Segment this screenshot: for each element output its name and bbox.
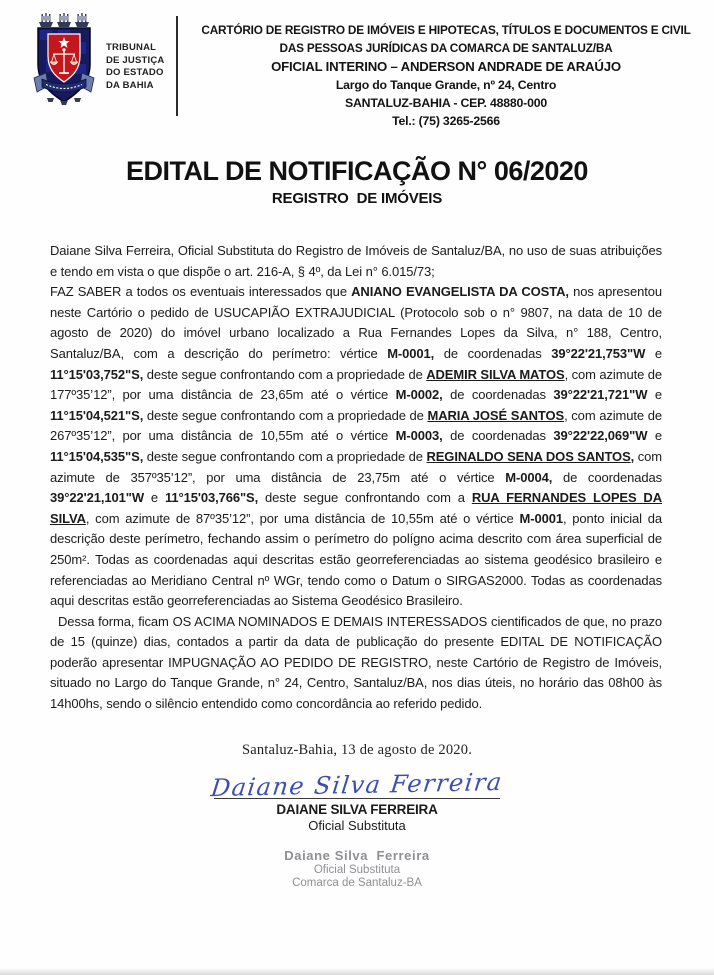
text-segment: de coordenadas <box>434 345 552 361</box>
text-segment: FAZ SABER a todos os eventuais interessados que <box>50 284 352 300</box>
stamp-comarca: Comarca de Santaluz-BA <box>292 876 422 889</box>
cartorio-city-cep: SANTALUZ-BAHIA - CEP. 48880-000 <box>345 96 547 110</box>
document-body <box>50 241 662 715</box>
text-segment: 39°22'22,069"W <box>553 428 648 444</box>
text-segment: com azimute de 357º35’12”, por uma distância de 23,75m até o vértice <box>50 448 662 485</box>
text-segment: ANIANO EVANGELISTA DA COSTA, <box>351 284 569 300</box>
text-segment: e <box>647 387 662 403</box>
paragraph-notice <box>50 612 662 715</box>
text-segment: de coordenadas <box>442 428 554 444</box>
text-segment: M-0004, <box>505 469 553 485</box>
ships-icon <box>39 13 89 27</box>
text-segment: e <box>647 428 662 444</box>
signatory-name: DAIANE SILVA FERREIRA <box>276 801 438 817</box>
text-segment: RUA FERNANDES LOPES DA SILVA <box>50 490 663 526</box>
handwritten-signature: Daiane Silva Ferreira <box>209 767 505 802</box>
paragraph-faz-saber <box>50 282 662 612</box>
cartorio-phone: Tel.: (75) 3265-2566 <box>392 114 500 128</box>
text-segment: , com azimute de 267º35’12”, por uma distância de 10,55m até o vértice <box>50 407 662 444</box>
tribunal-label <box>106 42 170 92</box>
official-stamp <box>0 848 714 889</box>
text-segment: REGINALDO SENA DOS SANTOS <box>426 448 631 464</box>
letterhead <box>0 0 714 130</box>
cartorio-line-1: CARTÓRIO DE REGISTRO DE IMÓVEIS E HIPOTECAS, TÍTULOS E DOCUMENTOS E CIVIL <box>201 23 691 37</box>
text-segment: deste segue confrontando com a <box>258 490 472 506</box>
text-segment: e <box>645 345 662 361</box>
text-segment: e <box>144 490 165 506</box>
text-segment: MARIA JOSÉ SANTOS <box>427 407 565 423</box>
signatory-role: Oficial Substituta <box>308 817 406 833</box>
text-segment: de coordenadas <box>552 469 662 485</box>
text-segment: M-0002, <box>395 387 443 403</box>
text-segment: 39°22'21,721"W <box>553 387 648 403</box>
tribunal-line: DE JUSTIÇA <box>106 54 165 66</box>
text-segment: 39°22'21,753"W <box>551 345 646 361</box>
text-segment: , com azimute de 177º35’12”, por uma distância de 23,65m até o vértice <box>50 366 662 403</box>
cartorio-info <box>188 12 704 130</box>
text-segment: Dessa forma, ficam OS ACIMA NOMINADOS E DEMAIS INTERESSADOS cientificados de que, no prazo de 15 (quinze) dias, contados a partir da data de publicação do presente EDITAL DE NOTIFICAÇÃO poderão apresentar IMPUGNAÇÃO AO PEDIDO DE REGISTRO, neste Cartório de Registro de Imóveis, situado no Largo do Tanque Grande, n° 24, Centro, Santaluz/BA, nos dias úteis, no horário das 08h00 às 14h00hs, sendo o silêncio entendido como concordância ao referido pedido. <box>50 613 662 712</box>
text-segment: deste segue confrontando com a propriedade de <box>143 366 427 382</box>
scan-edge-artifact <box>0 968 714 975</box>
edital-subtitle: REGISTRO DE IMÓVEIS <box>271 190 443 207</box>
tribunal-line: DA BAHIA <box>106 79 154 91</box>
dateline: Santaluz-Bahia, 13 de agosto de 2020. <box>241 741 473 758</box>
stamp-role: Oficial Substituta <box>313 863 401 876</box>
text-segment: 39°22'21,101"W <box>50 490 145 506</box>
header-divider <box>176 16 178 116</box>
title-block <box>0 156 714 207</box>
text-segment: , <box>630 448 635 464</box>
text-segment: 11°15'04,535"S, <box>50 448 144 464</box>
text-segment: ADEMIR SILVA MATOS <box>426 366 565 382</box>
text-segment: M-0003, <box>395 428 443 444</box>
text-segment: deste segue confrontando com a propriedade de <box>143 407 428 423</box>
tjba-coat-of-arms-icon <box>32 12 96 116</box>
text-segment: nos apresentou neste Cartório o pedido de USUCAPIÃO EXTRAJUDICIAL (Protocolo sob o n° 9807, na data de 10 de agosto de 2020) do imóvel urbano localizado a Rua Fernandes Lopes da Silva, n° 188, Centro, Santaluz/BA, com a descrição do perímetro: vértice <box>50 284 662 361</box>
text-segment: 11°15'03,752"S, <box>50 366 144 382</box>
edital-title: EDITAL DE NOTIFICAÇÃO N° 06/2020 <box>126 156 588 186</box>
signature-block <box>207 767 507 833</box>
text-segment: , com azimute de 87º35’12”, por uma distância de 10,55m até o vértice <box>85 510 520 526</box>
text-segment: M-0001, <box>387 345 435 361</box>
tribunal-line: TRIBUNAL <box>106 42 157 53</box>
paragraph-intro <box>50 241 662 282</box>
cartorio-line-3: OFICIAL INTERINO – ANDERSON ANDRADE DE ARAÚJO <box>271 59 621 74</box>
text-segment: deste segue confrontando com a propriedade de <box>143 448 427 464</box>
text-segment: 11°15'03,766"S, <box>164 490 259 506</box>
text-segment: de coordenadas <box>442 387 554 403</box>
tribunal-line: DO ESTADO <box>106 67 164 78</box>
text-segment: M-0001 <box>519 510 563 526</box>
text-segment: , ponto inicial da descrição deste perímetro, fechando assim o perímetro do polígno acima descrito com área superficial de 250m². Todas as coordenadas aqui descritas estão georreferenciadas ao sistema geodésico brasileiro e referenciadas ao Meridiano Central nº WGr, tendo como o Datum o SIRGAS2000. Todas as coordenadas aqui descritas estão georreferenciadas ao Sistema Geodésico Brasileiro. <box>50 510 663 609</box>
text-segment: Daiane Silva Ferreira, Oficial Substituta do Registro de Imóveis de Santaluz/BA, no uso de suas atribuições e tendo em vista o que dispõe o art. 216-A, § 4º, da Lei n° 6.015/73; <box>50 243 662 279</box>
cartorio-address: Largo do Tanque Grande, nº 24, Centro <box>335 78 557 92</box>
cartorio-line-2: DAS PESSOAS JURÍDICAS DA COMARCA DE SANTALUZ/BA <box>279 40 613 55</box>
stamp-name: Daiane Silva Ferreira <box>284 847 430 863</box>
text-segment: 11°15'04,521"S, <box>50 407 144 423</box>
